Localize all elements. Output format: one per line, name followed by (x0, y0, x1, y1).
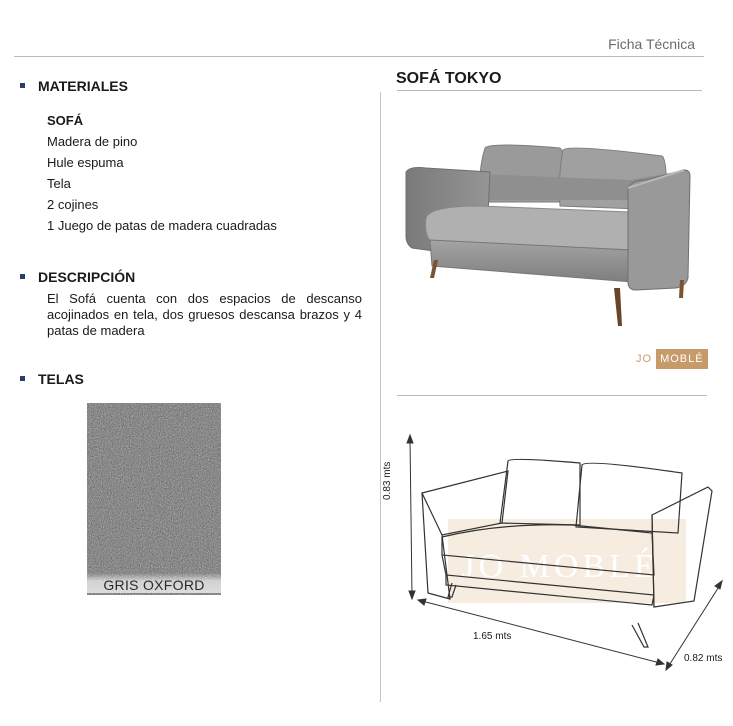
brand-logo-left: JO (636, 353, 653, 365)
height-dimension-label: 0.83 mts (382, 461, 393, 500)
materials-heading-label: MATERIALES (38, 78, 128, 94)
column-divider (380, 92, 381, 702)
bullet-icon (20, 83, 25, 88)
brand-logo (632, 349, 708, 369)
material-item: 1 Juego de patas de madera cuadradas (47, 218, 277, 233)
sofa-photo (400, 140, 695, 335)
section-divider (397, 395, 707, 396)
depth-dimension-label: 0.82 mts (684, 653, 723, 664)
fabric-swatch-label: GRIS OXFORD (87, 573, 221, 593)
sofa-dimension-drawing (390, 425, 733, 725)
materials-group-title: SOFÁ (47, 113, 84, 128)
fabrics-heading (20, 371, 84, 387)
bullet-icon (20, 376, 25, 381)
fabric-texture (87, 403, 221, 595)
width-dimension-label: 1.65 mts (473, 631, 512, 642)
materials-heading (20, 78, 128, 94)
material-item: Tela (47, 176, 71, 191)
bullet-icon (20, 274, 25, 279)
description-heading (20, 269, 135, 285)
brand-logo-right: MOBLÉ (656, 349, 708, 369)
material-item: Hule espuma (47, 155, 124, 170)
page-header-title: Ficha Técnica (608, 36, 695, 52)
header-divider (14, 56, 704, 57)
description-heading-label: DESCRIPCIÓN (38, 269, 136, 285)
watermark-text: JO MOBLÉ (461, 548, 659, 585)
material-item: 2 cojines (47, 197, 99, 212)
product-title-divider (397, 90, 702, 91)
fabrics-heading-label: TELAS (38, 371, 84, 387)
fabric-swatch (87, 403, 221, 595)
description-text: El Sofá cuenta con dos espacios de descanso acojinados en tela, dos gruesos descansa brazos y 4 patas de madera (47, 291, 362, 338)
material-item: Madera de pino (47, 134, 138, 149)
materials-list (47, 110, 277, 236)
product-title: SOFÁ TOKYO (396, 70, 502, 87)
